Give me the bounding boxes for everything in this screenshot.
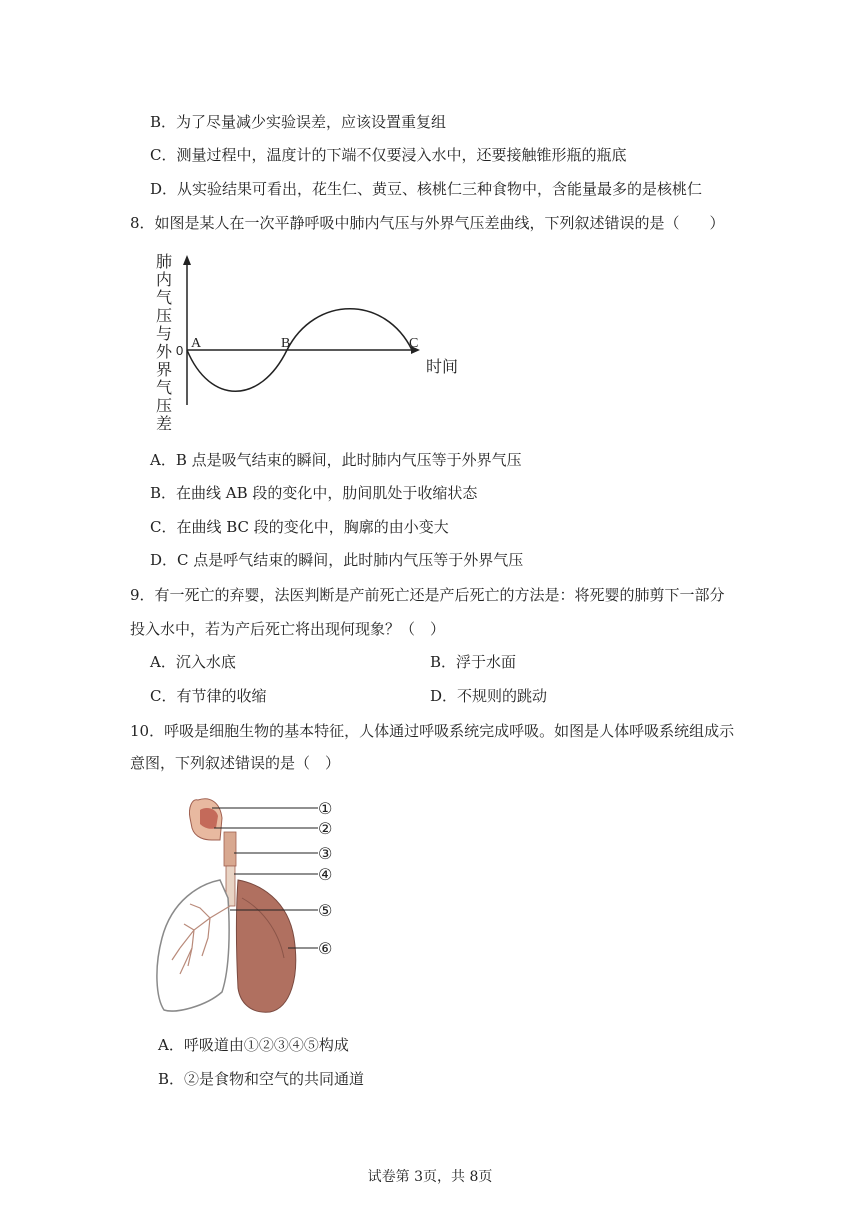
point-c-label: C bbox=[409, 336, 419, 351]
x-axis-label: 时间 bbox=[426, 359, 459, 376]
left-lung bbox=[157, 880, 229, 1011]
q8-option-b: B．在曲线 AB 段的变化中，肋间肌处于收缩状态 bbox=[150, 484, 478, 502]
q7-option-d: D．从实验结果可看出，花生仁、黄豆、核桃仁三种食物中，含能量最多的是核桃仁 bbox=[150, 180, 703, 198]
figure-label-4: ④ bbox=[318, 865, 333, 884]
ylabel-char: 与 bbox=[156, 326, 173, 343]
respiratory-system-figure bbox=[150, 788, 350, 1018]
ylabel-char: 压 bbox=[156, 308, 173, 325]
q9-option-b: B．浮于水面 bbox=[430, 653, 517, 671]
pressure-difference-graph bbox=[150, 245, 480, 440]
larynx bbox=[224, 832, 236, 866]
q9-option-a: A．沉入水底 bbox=[150, 653, 236, 671]
page-footer: 试卷第 3页，共 8页 bbox=[367, 1169, 493, 1185]
q9-option-c: C．有节律的收缩 bbox=[150, 687, 267, 705]
ylabel-char: 肺 bbox=[156, 254, 173, 271]
ylabel-char: 界 bbox=[156, 362, 173, 379]
q10-stem-line1: 10．呼吸是细胞生物的基本特征，人体通过呼吸系统完成呼吸。如图是人体呼吸系统组成示 bbox=[130, 722, 735, 740]
point-b-label: B bbox=[281, 336, 291, 351]
q7-option-c: C．测量过程中，温度计的下端不仅要浸入水中，还要接触锥形瓶的瓶底 bbox=[150, 146, 627, 164]
q10-option-a: A．呼吸道由①②③④⑤构成 bbox=[158, 1036, 349, 1054]
ylabel-char: 外 bbox=[156, 344, 173, 361]
figure-label-6: ⑥ bbox=[318, 939, 333, 958]
q9-stem-line1: 9．有一死亡的弃婴，法医判断是产前死亡还是产后死亡的方法是：将死婴的肺剪下一部分 bbox=[130, 586, 725, 604]
ylabel-char: 内 bbox=[156, 272, 173, 289]
origin-label: 0 bbox=[176, 343, 184, 358]
q10-option-b: B．②是食物和空气的共同通道 bbox=[158, 1070, 365, 1088]
figure-label-3: ③ bbox=[318, 844, 333, 863]
q10-stem-line2: 意图，下列叙述错误的是（ ） bbox=[130, 754, 341, 772]
figure-label-5: ⑤ bbox=[318, 901, 333, 920]
ylabel-char: 压 bbox=[156, 398, 173, 415]
ylabel-char: 气 bbox=[156, 290, 173, 307]
q8-option-a: A．B 点是吸气结束的瞬间，此时肺内气压等于外界气压 bbox=[150, 451, 522, 469]
point-a-label: A bbox=[191, 336, 202, 351]
q9-option-d: D．不规则的跳动 bbox=[430, 687, 548, 705]
q8-option-c: C．在曲线 BC 段的变化中，胸廓的由小变大 bbox=[150, 518, 449, 536]
q8-option-d: D．C 点是呼气结束的瞬间，此时肺内气压等于外界气压 bbox=[150, 551, 524, 569]
q9-stem-line2: 投入水中，若为产后死亡将出现何现象？（ ） bbox=[130, 620, 446, 638]
y-axis-arrow bbox=[183, 255, 191, 265]
figure-label-1: ① bbox=[318, 799, 333, 818]
q8-stem: 8．如图是某人在一次平静呼吸中肺内气压与外界气压差曲线，下列叙述错误的是（ ） bbox=[130, 214, 725, 232]
figure-label-2: ② bbox=[318, 819, 333, 838]
q7-option-b: B．为了尽量减少实验误差，应该设置重复组 bbox=[150, 113, 447, 131]
ylabel-char: 气 bbox=[156, 380, 173, 397]
ylabel-char: 差 bbox=[156, 416, 173, 433]
